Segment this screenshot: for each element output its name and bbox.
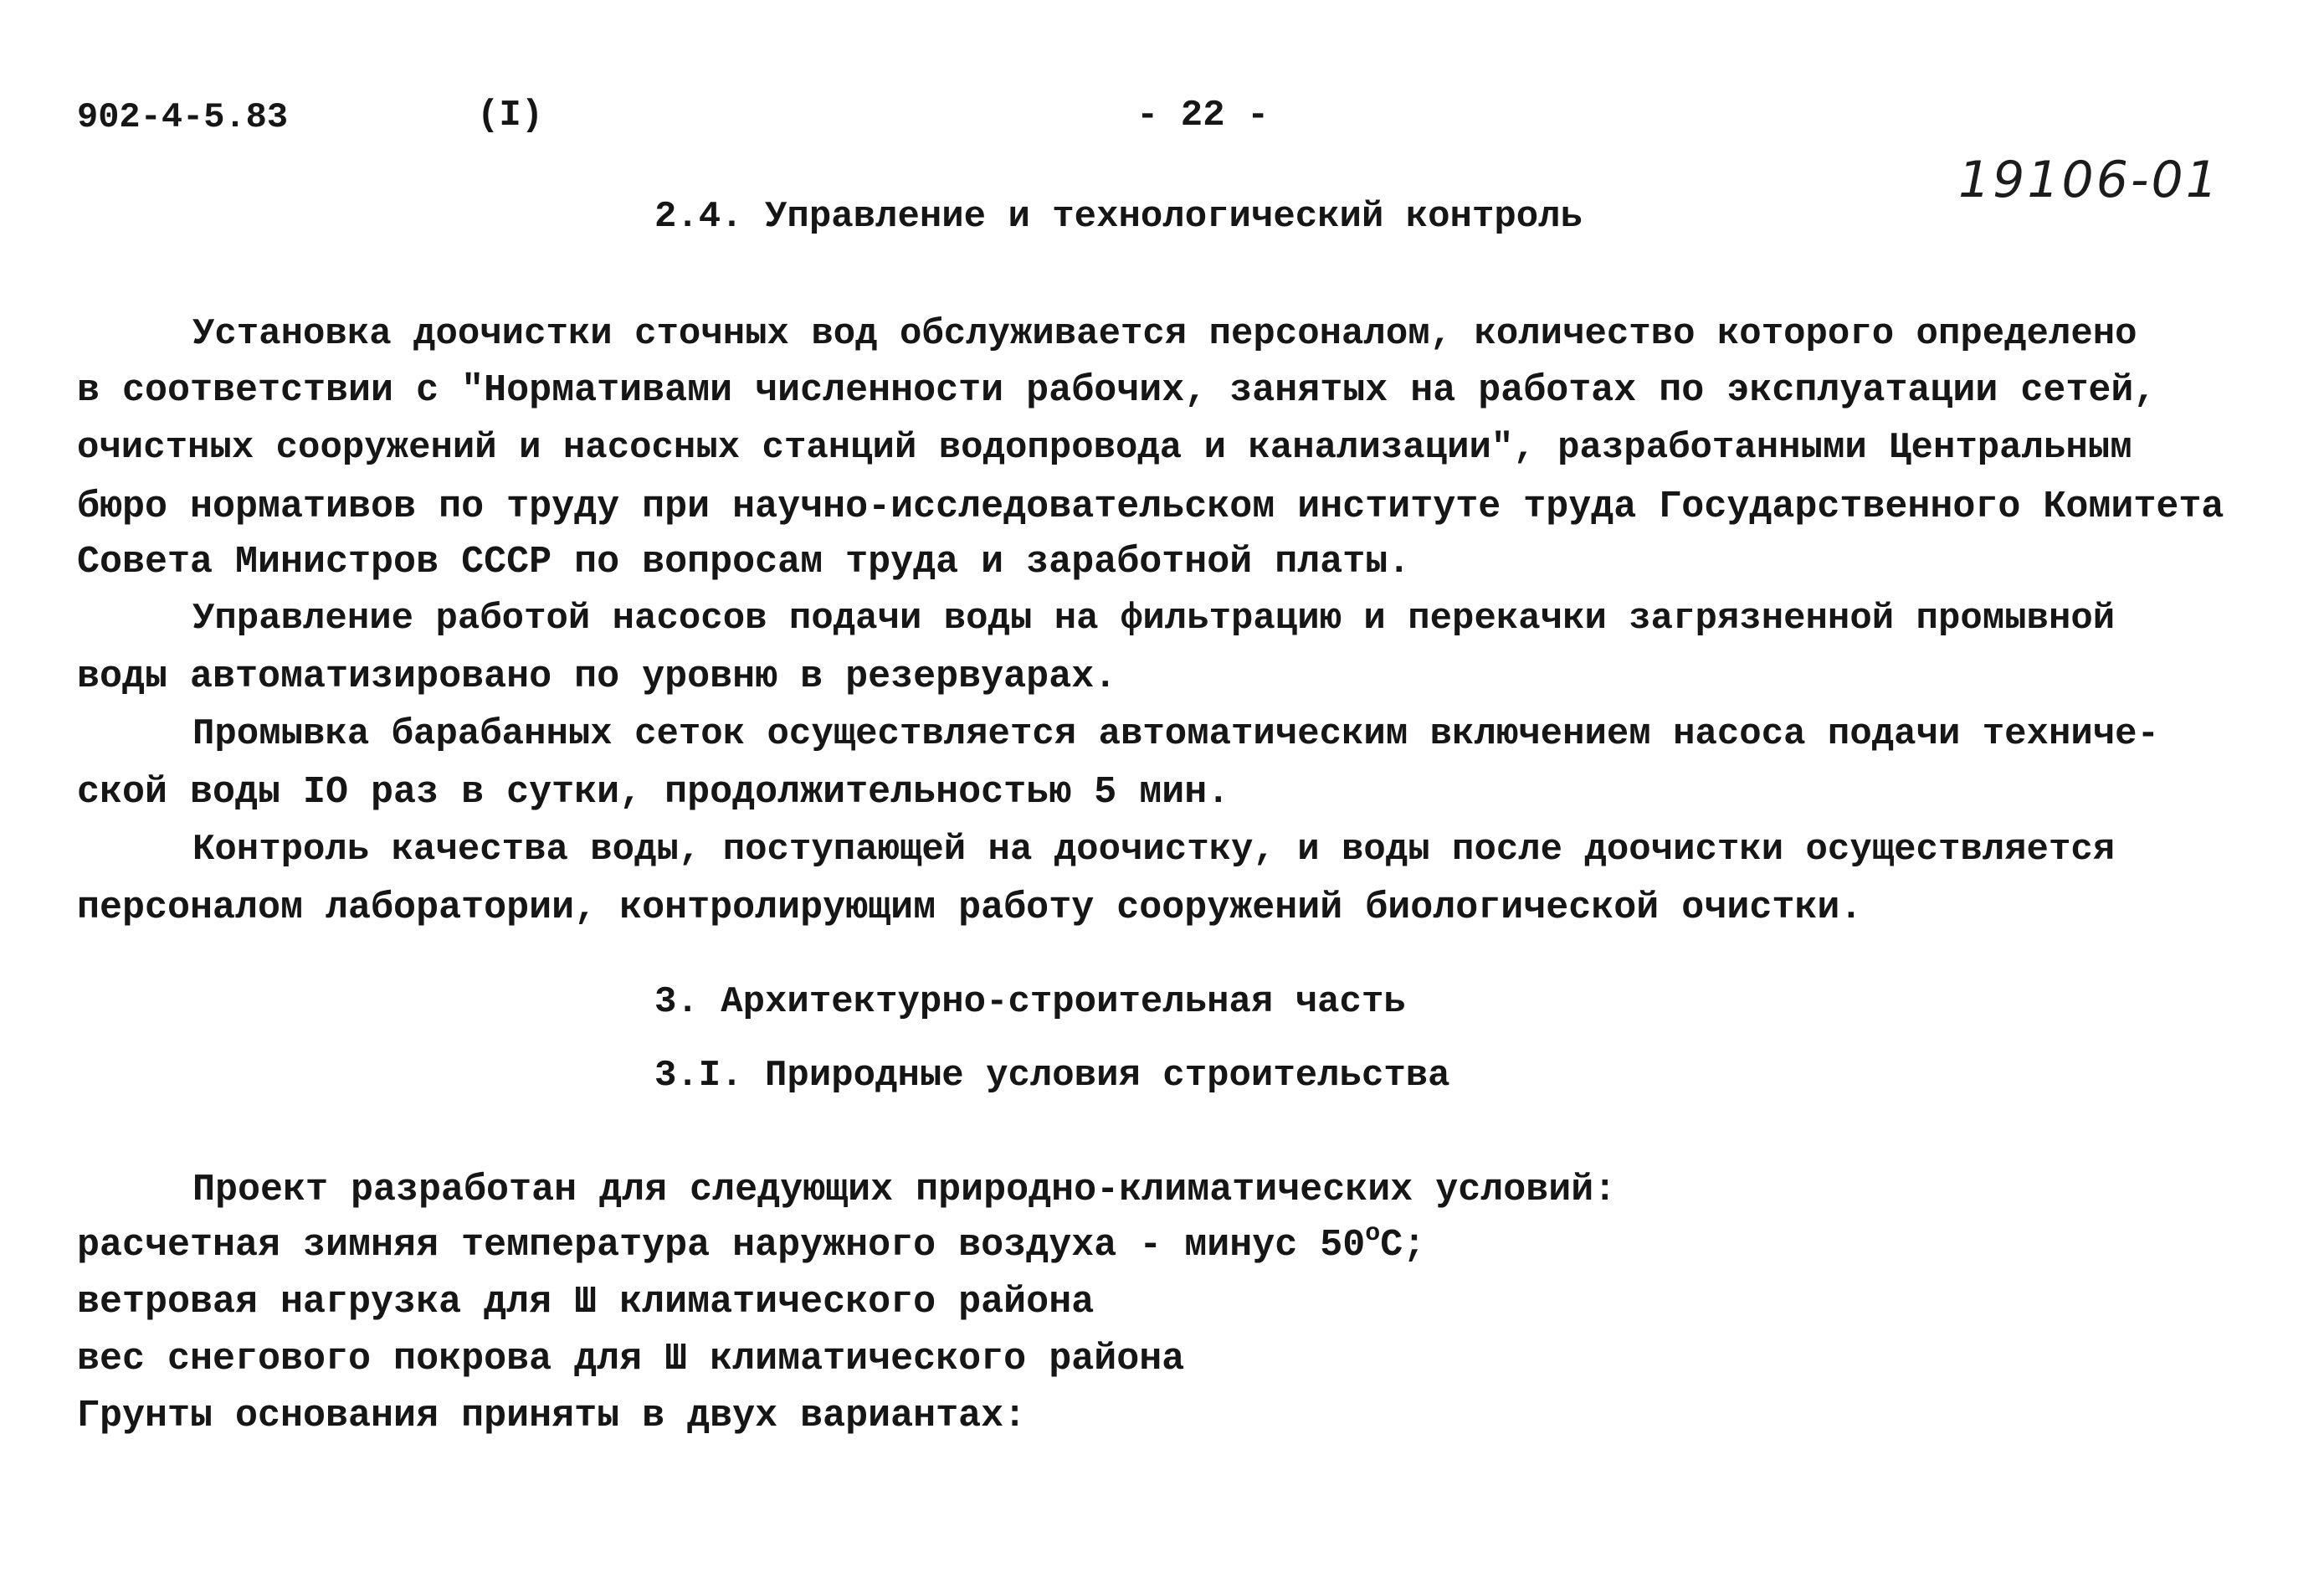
document-code: 902-4-5.83 (77, 97, 289, 137)
wind-load-line: ветровая нагрузка для Ш климатического района (77, 1281, 1095, 1323)
degree-superscript: o (1365, 1220, 1381, 1248)
paragraph-line: воды автоматизировано по уровню в резервуарах. (77, 655, 1117, 698)
climate-intro-line: Проект разработан для следующих природно-климатических условий: (192, 1169, 1617, 1211)
soil-line: Грунты основания приняты в двух вариантах: (77, 1395, 1027, 1437)
paragraph-line: очистных сооружений и насосных станций водопровода и канализации", разработанными Центральным (77, 427, 2132, 469)
page-number: - 22 - (1136, 95, 1270, 136)
paragraph-line: бюро нормативов по труду при научно-исследовательском институте труда Государственного Комитета (77, 486, 2224, 528)
paragraph-line: Установка доочистки сточных вод обслуживается персоналом, количество которого определено (192, 313, 2137, 355)
snow-load-line: вес снегового покрова для Ш климатического района (77, 1338, 1185, 1380)
paragraph-line: Контроль качества воды, поступающей на доочистку, и воды после доочистки осуществляется (192, 829, 2116, 871)
handwritten-number: 19106-01 (1958, 151, 2220, 209)
paragraph-line: персоналом лаборатории, контролирующим работу сооружений биологической очистки. (77, 887, 1863, 929)
temperature-line (77, 1220, 1426, 1267)
section-heading-3: 3. Архитектурно-строительная часть (654, 981, 1406, 1023)
paragraph-line: ской воды IO раз в сутки, продолжительностью 5 мин. (77, 771, 1230, 814)
section-heading-3-1: 3.I. Природные условия строительства (654, 1055, 1450, 1097)
section-heading-2-4: 2.4. Управление и технологический контроль (654, 196, 1583, 238)
temperature-unit: C; (1380, 1224, 1426, 1267)
paragraph-line: в соответствии с "Нормативами численности рабочих, занятых на работах по эксплуатации сетей, (77, 369, 2157, 412)
paragraph-line: Промывка барабанных сеток осуществляется автоматическим включением насоса подачи техниче- (192, 713, 2159, 755)
part-number: (I) (477, 95, 544, 136)
paragraph-line: Управление работой насосов подачи воды на фильтрацию и перекачки загрязненной промывной (192, 598, 2116, 640)
temperature-text: расчетная зимняя температура наружного воздуха - минус 50 (77, 1224, 1366, 1267)
paragraph-line: Совета Министров СССР по вопросам труда и заработной платы. (77, 541, 1411, 583)
